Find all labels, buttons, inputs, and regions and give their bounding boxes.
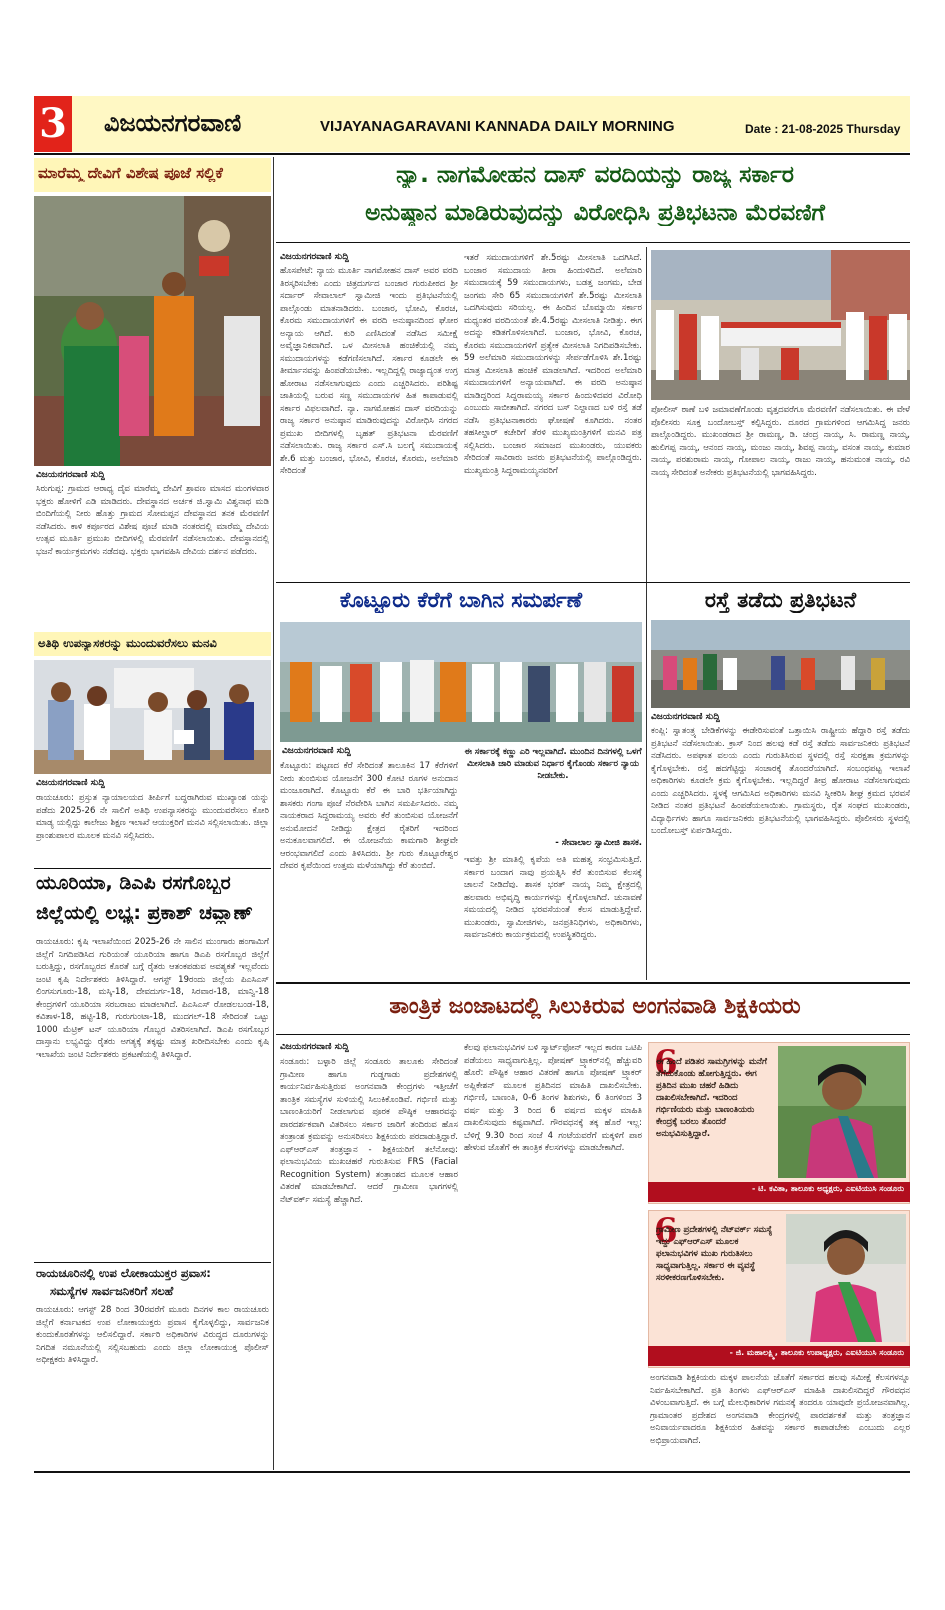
story4-headline-line2: ಸಮಸ್ಯೆಗಳ ಸಾರ್ವಜನಿಕರಿಗೆ ಸಲಹೆ — [50, 1284, 174, 1298]
story3-body: ರಾಯಚೂರು: ಕೃಷಿ ಇಲಾಖೆಯಿಂದ 2025-26 ನೇ ಸಾಲಿನ ಮುಂಗಾರು ಹಂಗಾಮಿಗೆ ಜಿಲ್ಲೆಗೆ ನಿಗದಿಪಡಿಸಿದ ಗುರಿಯಂತೆ ಯೂರಿಯಾ ಹಾಗೂ ಡಿಎಪಿ ರಸಗೊಬ್ಬರ ಜಿಲ್ಲೆಗೆ ಬರುತ್ತಿದ್ದು, ರಸಗೊಬ್ಬರದ ಕೊರತೆ ಬಗ್ಗೆ ರೈತರು ಆತಂಕಪಡುವ ಅವಶ್ಯಕತೆ ಇಲ್ಲವೆಂದು ಜಂಟಿ ಕೃಷಿ ನಿರ್ದೇಶಕರು ತಿಳಿಸಿದ್ದಾರೆ. ಆಗಸ್ಟ್ 19ರಂದು ಜಿಲ್ಲೆಯ ಪಿಎಸಿಎಸ್ ಲಿಂಗಸುಗೂರು-18, ಮಸ್ಕಿ-18, ದೇವದುರ್ಗ-18, ಸಿರವಾರ-18, ಮಾನ್ವಿ-18 ಕೇಂದ್ರಗಳಿಗೆ ಯೂರಿಯಾ ಸರಬರಾಜು ಮಾಡಲಾಗಿದೆ. ಪಿಎಸಿಎಸ್ ರೋಡಲಬಂಡ-18, ಕವಿತಾಳ-18, ಹಟ್ಟಿ-18, ಗುರುಗುಂಟಾ-18, ಮುದಗಲ್-18 ಸೇರಿದಂತೆ ಒಟ್ಟು 1000 ಮೆಟ್ರಿಕ್ ಟನ್ ಯೂರಿಯಾ ಗೊಬ್ಬರ ವಿತರಿಸಲಾಗಿದೆ. ಡಿಎಪಿ ರಸಗೊಬ್ಬರ ದಾಸ್ತಾನು ಲಭ್ಯವಿದ್ದು ರೈತರು ಅಗತ್ಯಕ್ಕೆ ತಕ್ಕಷ್ಟು ಮಾತ್ರ ಖರೀದಿಸಬೇಕು ಎಂದು ಕೃಷಿ ಇಲಾಖೆಯ ಜಂಟಿ ನಿರ್ದೇಶಕರು ಪ್ರಕಟಣೆಯಲ್ಲಿ ತಿಳಿಸಿದ್ದಾರೆ. — [36, 937, 269, 1060]
kere-body-col2: ಇವತ್ತು ಶ್ರೀ ಮಾತಿಲ್ಲಿ ಕೃಪೆಯ ಅತಿ ಮಹತ್ವ ಸಂಭ್ರಮಿಸುತ್ತಿದೆ. ಸರ್ಕಾರ ಬಂದಾಗ ನಾವು ಪ್ರಯತ್ನಿಸಿ ಕೆರೆ ತುಂಬಿಸುವ ಕೆಲಸಕ್ಕೆ ಚಾಲನೆ ನೀಡಿದೆವು. ಶಾಸಕ ಭರತ್ ನಾಯ್ಕ ನಿಮ್ಮ ಕ್ಷೇತ್ರದಲ್ಲಿ ಹಲವಾರು ಅಭಿವೃದ್ಧಿ ಕಾರ್ಯಗಳನ್ನು ಕೈಗೊಳ್ಳಲಾಗಿದೆ. ಚುನಾವಣೆ ಸಮಯದಲ್ಲಿ ನೀಡಿದ ಭರವಸೆಯಂತೆ ಕೆಲಸ ಮಾಡುತ್ತಿದ್ದೇವೆ. ಮುಖಂಡರು, ಸ್ವಾಮೀಜಿಗಳು, ಜನಪ್ರತಿನಿಧಿಗಳು, ಅಧಿಕಾರಿಗಳು, ಸಾರ್ವಜನಿಕರು ಕಾರ್ಯಕ್ರಮದಲ್ಲಿ ಉಪಸ್ಥಿತರಿದ್ದರು. — [464, 855, 642, 940]
column-divider — [273, 157, 274, 1470]
story1-headline: ಮಾರೆಮ್ಮ ದೇವಿಗೆ ವಿಶೇಷ ಪೂಜೆ ಸಲ್ಲಿಕೆ — [38, 164, 223, 182]
main-byline: ವಿಜಯನಗರವಾಣಿ ಸುದ್ದಿ — [280, 252, 349, 262]
kere-byline: ವಿಜಯನಗರವಾಣಿ ಸುದ್ದಿ — [282, 746, 351, 756]
quote-1-text: ಈ ಹಿಂದೆ ಪಡಿತರ ಸಾಮಗ್ರಿಗಳನ್ನು ಮನೆಗೆ ತೆಗೆದುಕೊಂಡು ಹೋಗುತ್ತಿದ್ದರು. ಈಗ ಪ್ರತಿದಿನ ಮುಖ ಚಹರೆ ಹಿಡಿದು ದಾಖಲಿಸಬೇಕಾಗಿದೆ. ಇದರಿಂದ ಗರ್ಭಿಣಿಯರು ಮತ್ತು ಬಾಣಂತಿಯರು ಕೇಂದ್ರಕ್ಕೆ ಬರಲು ತೊಂದರೆ ಅನುಭವಿಸುತ್ತಿದ್ದಾರೆ. — [656, 1057, 767, 1139]
kere-body-col1: ಕೊಟ್ಟೂರು: ಪಟ್ಟಣದ ಕೆರೆ ಸೇರಿದಂತೆ ತಾಲೂಕಿನ 17 ಕೆರೆಗಳಿಗೆ ನೀರು ತುಂಬಿಸುವ ಯೋಜನೆಗೆ 300 ಕೋಟಿ ರೂಗಳ ಅನುದಾನ ಮಂಜೂರಾಗಿದೆ. ಕೊಟ್ಟೂರು ಕೆರೆ ಈ ಬಾರಿ ಭರ್ತಿಯಾಗಿದ್ದು ಶಾಸಕರು ಗಂಗಾ ಪೂಜೆ ನೆರವೇರಿಸಿ ಬಾಗಿನ ಸಮರ್ಪಿಸಿದರು. ನಮ್ಮ ನಾಯಕರಾದ ಸಿದ್ದರಾಮಯ್ಯ ಅವರು ಕೆರೆ ತುಂಬಿಸುವ ಯೋಜನೆಗೆ ಅನುಮೋದನೆ ನೀಡಿದ್ದು ಕ್ಷೇತ್ರದ ರೈತರಿಗೆ ಇದರಿಂದ ಅನುಕೂಲವಾಗಲಿದೆ. ಈ ಯೋಜನೆಯ ಕಾಮಗಾರಿ ಶೀಘ್ರವೇ ಆರಂಭವಾಗಲಿದೆ ಎಂದು ತಿಳಿಸಿದರು. ಶ್ರೀ ಗುರು ಕೊಟ್ಟೂರೇಶ್ವರ ದೇವರ ಕೃಪೆಯಿಂದ ಉತ್ತಮ ಮಳೆಯಾಗಿದ್ದು ಕೆರೆ ತುಂಬಿದೆ. — [280, 761, 458, 871]
quote-1-name: - ಟಿ. ಕವಿತಾ, ತಾಲೂಕು ಅಧ್ಯಕ್ಷರು, ಎಐಟಿಯುಸಿ ಸಂಡೂರು — [648, 1182, 910, 1202]
story-rule — [34, 1262, 271, 1263]
quote-mark-icon: 6 — [654, 1043, 678, 1083]
page-number: 3 — [34, 96, 72, 152]
story4-body: ರಾಯಚೂರು: ಆಗಸ್ಟ್ 28 ರಿಂದ 30ರವರೆಗೆ ಮೂರು ದಿನಗಳ ಕಾಲ ರಾಯಚೂರು ಜಿಲ್ಲೆಗೆ ಕರ್ನಾಟಕದ ಉಪ ಲೋಕಾಯುಕ್ತರು ಪ್ರವಾಸ ಕೈಗೊಳ್ಳಲಿದ್ದು, ಸಾರ್ವಜನಿಕ ಕುಂದುಕೊರತೆಗಳನ್ನು ಆಲಿಸಲಿದ್ದಾರೆ. ಸರ್ಕಾರಿ ಅಧಿಕಾರಿಗಳ ವಿರುದ್ಧದ ದೂರುಗಳನ್ನು ನಿಗದಿತ ನಮೂನೆಯಲ್ಲಿ ಸಲ್ಲಿಸಬಹುದು ಎಂದು ಜಿಲ್ಲಾ ಲೋಕಾಯುಕ್ತ ಪೊಲೀಸ್ ಅಧೀಕ್ಷಕರು ತಿಳಿಸಿದ್ದಾರೆ. — [36, 1305, 269, 1365]
issue-date: Date : 21-08-2025 Thursday — [745, 122, 901, 136]
anganwadi-byline: ವಿಜಯನಗರವಾಣಿ ಸುದ್ದಿ — [280, 1042, 349, 1052]
quote-2-text: ಗ್ರಾಮೀಣ ಪ್ರದೇಶಗಳಲ್ಲಿ ನೆಟ್‌ವರ್ಕ್ ಸಮಸ್ಯೆ ಇದ್ದು ಎಫ್‌ಆರ್‌ಎಸ್ ಮೂಲಕ ಫಲಾನುಭವಿಗಳ ಮುಖ ಗುರುತಿಸಲು ಸಾಧ್ಯವಾಗುತ್ತಿಲ್ಲ. ಸರ್ಕಾರ ಈ ವ್ಯವಸ್ಥೆ ಸರಳೀಕರಣಗೊಳಿಸಬೇಕು. — [656, 1225, 773, 1283]
main-headline-line2: ಅನುಷ್ಠಾನ ಮಾಡಿರುವುದನ್ನು ವಿರೋಧಿಸಿ ಪ್ರತಿಭಟನಾ ಮೆರವಣಿಗೆ — [365, 200, 825, 226]
anganwadi-headline: ತಾಂತ್ರಿಕ ಜಂಜಾಟದಲ್ಲಿ ಸಿಲುಕಿರುವ ಅಂಗನವಾಡಿ ಶಿಕ್ಷಕಿಯರು — [389, 994, 801, 1019]
story2-body: ರಾಯಚೂರು: ಪ್ರಸ್ತುತ ನ್ಯಾಯಾಲಯದ ತೀರ್ಪಿಗೆ ಬದ್ಧರಾಗಿರುವ ಮುಖ್ಯಾಂಶ ಯನ್ನು ಪಡೆದು 2025-26 ನೇ ಸಾಲಿಗೆ ಅತಿಥಿ ಉಪನ್ಯಾಸಕರನ್ನು ಮುಂದುವರೆಸಲು ಕೋರಿ ಮಾಡ್ಯ ಯಲ್ಲಿದ್ದು ಕಾಲೇಜು ಶಿಕ್ಷಣ ಇಲಾಖೆ ಆಯುಕ್ತರಿಗೆ ಮನವಿ ಸಲ್ಲಿಸಲಾಯಿತು. ಜಿಲ್ಲಾ ಪ್ರಾಂಶುಪಾಲರ ಮೂಲಕ ಮನವಿ ಸಲ್ಲಿಸಿದರು. — [36, 793, 269, 841]
temple-procession-photo — [34, 196, 271, 466]
main-body-col3: ಪೋಲೀಸ್ ಠಾಣೆ ಬಳಿ ಜಮಾವಣೆಗೊಂಡು ವೃತ್ತದವರೆಗೂ ಮೆರವಣಿಗೆ ನಡೆಸಲಾಯಿತು. ಈ ವೇಳೆ ಪೊಲೀಸರು ಸೂಕ್ತ ಬಂದೋಬಸ್ತ್ ಕಲ್ಪಿಸಿದ್ದರು. ದೂರದ ಗ್ರಾಮಗಳಿಂದ ಆಗಮಿಸಿದ್ದ ಜನರು ಪಾಲ್ಗೊಂಡಿದ್ದರು. ಮುಖಂಡರಾದ ಶ್ರೀ ರಾಮಣ್ಣ, ಡಿ. ಚಂದ್ರ ನಾಯ್ಕ, ಸಿ. ರಾಮಣ್ಣ ನಾಯ್ಕ, ಹುಲಿಗಪ್ಪ ನಾಯ್ಕ, ಆನಂದ ನಾಯ್ಕ, ಮಂಜು ನಾಯ್ಕ, ಶಿವಪ್ಪ ನಾಯ್ಕ, ವಸಂತ ನಾಯ್ಕ, ಕುಮಾರ ನಾಯ್ಕ, ಪರಶುರಾಮ ನಾಯ್ಕ, ಗೋಪಾಲ ನಾಯ್ಕ, ರಾಜು ನಾಯ್ಕ, ಹನುಮಂತ ನಾಯ್ಕ, ರವಿ ನಾಯ್ಕ ಸೇರಿದಂತೆ ಅನೇಕರು ಪ್ರತಿಭಟನೆಯಲ್ಲಿ ಭಾಗವಹಿಸಿದ್ದರು. — [651, 405, 910, 478]
kere-headline: ಕೊಟ್ಟೂರು ಕೆರೆಗೆ ಬಾಗಿನ ಸಮರ್ಪಣೆ — [339, 588, 583, 612]
story-rule — [34, 868, 271, 869]
portrait-mahalakshmi — [786, 1214, 906, 1342]
masthead-rule — [34, 153, 910, 155]
quote-mark-icon: 6 — [654, 1211, 678, 1251]
story4-headline-line1: ರಾಯಚೂರಿನಲ್ಲಿ ಉಪ ಲೋಕಾಯುಕ್ತರ ಪ್ರವಾಸ: — [36, 1266, 211, 1280]
anganwadi-body-col3: ಅಂಗನವಾಡಿ ಶಿಕ್ಷಕಿಯರು ಮಕ್ಕಳ ಪಾಲನೆಯ ಜೊತೆಗೆ ಸರ್ಕಾರದ ಹಲವು ಸಮೀಕ್ಷೆ ಕೆಲಸಗಳನ್ನೂ ನಿರ್ವಹಿಸಬೇಕಾಗಿದೆ. ಪ್ರತಿ ತಿಂಗಳು ಎಫ್‌ಆರ್‌ಎಸ್ ಮಾಹಿತಿ ದಾಖಲಿಸದಿದ್ದರೆ ಗೌರವಧನ ವಿಳಂಬವಾಗುತ್ತಿದೆ. ಈ ಬಗ್ಗೆ ಮೇಲಧಿಕಾರಿಗಳ ಗಮನಕ್ಕೆ ತಂದರೂ ಯಾವುದೇ ಪ್ರಯೋಜನವಾಗಿಲ್ಲ. ಗ್ರಾಮಾಂತರ ಪ್ರದೇಶದ ಅಂಗನವಾಡಿ ಕೇಂದ್ರಗಳಲ್ಲಿ ಪಾರದರ್ಶಕತೆ ಮತ್ತು ತಂತ್ರಜ್ಞಾನ ಅನಿವಾರ್ಯವಾದರೂ ಶಿಕ್ಷಕಿಯರ ಹಿತವನ್ನು ಸರ್ಕಾರ ಕಾಪಾಡಬೇಕು ಎಂಬುದು ಎಲ್ಲರ ಅಭಿಪ್ರಾಯವಾಗಿದೆ. — [650, 1373, 910, 1446]
road-blockade-photo — [651, 620, 910, 708]
quote-2-name: - ಜಿ. ಮಹಾಲಕ್ಷ್ಮಿ, ತಾಲೂಕು ಉಪಾಧ್ಯಕ್ಷರು, ಎಐಟಿಯುಸಿ ಸಂಡೂರು — [648, 1346, 910, 1366]
story1-body: ಸಿರುಗುಪ್ಪ: ಗ್ರಾಮದ ಆರಾಧ್ಯ ದೈವ ಮಾರೆಮ್ಮ ದೇವಿಗೆ ಶ್ರಾವಣ ಮಾಸದ ಮಂಗಳವಾರ ಭಕ್ತರು ಹೋಳಿಗೆ ಎಡಿ ಮಾಡಿದರು. ದೇವಸ್ಥಾನದ ಅರ್ಚಕ ಜಿ.ಸ್ವಾಮಿ ವಿಶ್ವನಾಥ ಮಡಿ ಬಿಂದಿಗೆಯಲ್ಲಿ ನೀರು ಹೊತ್ತು ಗ್ರಾಮದ ಸೋಮಪ್ಪನ ದೇವಸ್ಥಾನದ ತನಕ ಮೆರವಣಿಗೆ ನಡೆಸಿದರು. ಕಾಳಿ ಕರ್ಪೂರದ ವಿಶೇಷ ಪೂಜೆ ಮಾಡಿ ನಂತರದಲ್ಲಿ ಮಾರೆಮ್ಮ ದೇವಿಯ ಉತ್ಸವ ಮೂರ್ತಿ ಪ್ರಮುಖ ಬೀದಿಗಳಲ್ಲಿ ಮೆರವಣಿಗೆ ನಡೆಸಲಾಯಿತು. ದೇವಸ್ಥಾನದಲ್ಲಿ ಭಜನೆ ಕಾರ್ಯಕ್ರಮಗಳು ನಡೆದವು. ಭಕ್ತರು ಭಾಗವಹಿಸಿ ದೇವಿಯ ದರ್ಶನ ಪಡೆದರು. — [36, 484, 269, 557]
main-headline-line1: ನ್ಯಾ. ನಾಗಮೋಹನ ದಾಸ್ ವರದಿಯನ್ನು ರಾಜ್ಯ ಸರ್ಕಾರ — [396, 162, 794, 188]
paper-subtitle: VIJAYANAGARAVANI KANNADA DAILY MORNING — [320, 118, 675, 135]
story2-byline: ವಿಜಯನಗರವಾಣಿ ಸುದ್ದಿ — [36, 778, 105, 788]
story3-headline-line1: ಯೂರಿಯಾ, ಡಿಎಪಿ ರಸಗೊಬ್ಬರ — [36, 872, 231, 894]
memorandum-photo — [34, 660, 271, 774]
kere-quote-attribution: - ಸೇವಾಲಾಲ ಸ್ವಾಮೀಜಿ ಶಾಸಕ. — [555, 838, 642, 848]
anganwadi-body-col2: ಕೆಲವು ಫಲಾನುಭವಿಗಳ ಬಳಿ ಸ್ಮಾರ್ಟ್‌ಫೋನ್ ಇಲ್ಲದ ಕಾರಣ ಒಟಿಪಿ ಪಡೆಯಲು ಸಾಧ್ಯವಾಗುತ್ತಿಲ್ಲ. ಪೋಷಣ್ ಟ್ರ್ಯಾಕರ್‌ನಲ್ಲಿ ಹೆಚ್ಚುವರಿ ಹೊರೆ: ಪೌಷ್ಟಿಕ ಆಹಾರ ವಿತರಣೆ ಹಾಗೂ ಪೋಷಣ್ ಟ್ರ್ಯಾಕರ್ ಅಪ್ಲಿಕೇಶನ್ ಮೂಲಕ ಪ್ರತಿದಿನದ ಮಾಹಿತಿ ದಾಖಲಿಸಬೇಕು. ಗರ್ಭಿಣಿ, ಬಾಣಂತಿ, 0-6 ತಿಂಗಳ ಶಿಶುಗಳು, 6 ತಿಂಗಳಿಂದ 3 ವರ್ಷ ಮತ್ತು 3 ರಿಂದ 6 ವರ್ಷದ ಮಕ್ಕಳ ಮಾಹಿತಿ ದಾಖಲಿಸುವುದು ಕಷ್ಟವಾಗಿದೆ. ಗೌರವಧನಕ್ಕೆ ತಕ್ಕ ಹೊರೆ ಇಲ್ಲ: ಬೆಳಿಗ್ಗೆ 9.30 ರಿಂದ ಸಂಜೆ 4 ಗಂಟೆಯವರೆಗೆ ಮಕ್ಕಳಿಗೆ ಪಾಠ ಹೇಳುವ ಜೊತೆಗೆ ಈ ತಾಂತ್ರಿಕ ಕೆಲಸಗಳನ್ನು ಮಾಡಬೇಕಾಗಿದೆ. — [464, 1043, 642, 1153]
story1-byline: ವಿಜಯನಗರವಾಣಿ ಸುದ್ದಿ — [36, 470, 105, 480]
kere-pull-quote: ಈ ಸರ್ಕಾರಕ್ಕೆ ಕಣ್ಣು ಎರಿ ಇಲ್ಲವಾಗಿದೆ. ಮುಂದಿನ ದಿನಗಳಲ್ಲಿ ಒಳಗೆ ಮೀಸಲಾತಿ ಜಾರಿ ಮಾಡುವ ನಿರ್ಧಾರ ಕೈಗೊಂಡು ಸರ್ಕಾರ ನ್ಯಾಯ ನೀಡಬೇಕು. — [464, 747, 642, 781]
anganwadi-body-col1: ಸಂಡೂರು: ಬಳ್ಳಾರಿ ಜಿಲ್ಲೆ ಸಂಡೂರು ತಾಲೂಕು ಸೇರಿದಂತೆ ಗ್ರಾಮೀಣ ಹಾಗೂ ಗುಡ್ಡಗಾಡು ಪ್ರದೇಶಗಳಲ್ಲಿ ಕಾರ್ಯನಿರ್ವಹಿಸುತ್ತಿರುವ ಅಂಗನವಾಡಿ ಕೇಂದ್ರಗಳು ಇತ್ತೀಚೆಗೆ ತಾಂತ್ರಿಕ ಸಮಸ್ಯೆಗಳ ಸುಳಿಯಲ್ಲಿ ಸಿಲುಕಿಕೊಂಡಿವೆ. ಗರ್ಭಿಣಿ ಮತ್ತು ಬಾಣಂತಿಯರಿಗೆ ನೀಡಲಾಗುವ ಪೂರಕ ಪೌಷ್ಠಿಕ ಆಹಾರವನ್ನು ಪಾರದರ್ಶಕವಾಗಿ ವಿತರಿಸಲು ಸರ್ಕಾರ ಜಾರಿಗೆ ತಂದಿರುವ ಹೊಸ ತಂತ್ರಾಂಶ ಕ್ರಮವನ್ನು ಅನುಸರಿಸಲು ಶಿಕ್ಷಕಿಯರು ಪರದಾಡುತ್ತಿದ್ದಾರೆ. ಎಫ್‌ಆರ್‌ಎಸ್ ತಂತ್ರಜ್ಞಾನ - ಶಿಕ್ಷಕಿಯರಿಗೆ ತಲೆನೋವು: ಫಲಾನುಭವಿಯ ಮುಖಚಹರೆ ಗುರುತಿಸುವ FRS (Facial Recognition System) ತಂತ್ರಾಂಶದ ಮೂಲಕ ಆಹಾರ ವಿತರಣೆ ಮಾಡಬೇಕಾಗಿದೆ. ಆದರೆ ಗ್ರಾಮೀಣ ಭಾಗಗಳಲ್ಲಿ ನೆಟ್‌ವರ್ಕ್ ಸಮಸ್ಯೆ ಹೆಚ್ಚಾಗಿದೆ. — [280, 1057, 458, 1205]
raste-body: ಕಂಪ್ಲಿ: ಸ್ವಾತಂತ್ರ್ಯ ಬೇಡಿಕೆಗಳನ್ನು ಈಡೇರಿಸುವಂತೆ ಒತ್ತಾಯಿಸಿ ರಾಷ್ಟ್ರೀಯ ಹೆದ್ದಾರಿ ರಸ್ತೆ ತಡೆದು ಪ್ರತಿಭಟನೆ ನಡೆಸಲಾಯಿತು. ಕ್ರಾಸ್ ನಿಂದ ಹಲವು ಕಡೆ ರಸ್ತೆ ತಡೆದು ಸಾರ್ವಜನಿಕರು ಪ್ರತಿಭಟನೆ ನಡೆಸಿದರು. ಅಪಘಾತ ವಲಯ ಎಂದು ಗುರುತಿಸಿರುವ ಸ್ಥಳದಲ್ಲಿ ರಸ್ತೆ ಸುರಕ್ಷತಾ ಕ್ರಮಗಳನ್ನು ಕೈಗೊಳ್ಳಬೇಕು. ರಸ್ತೆ ಹದಗೆಟ್ಟಿದ್ದು ಸಂಚಾರಕ್ಕೆ ತೊಂದರೆಯಾಗಿದೆ. ಸಂಬಂಧಪಟ್ಟ ಇಲಾಖೆ ಅಧಿಕಾರಿಗಳು ಕೂಡಲೇ ಕ್ರಮ ಕೈಗೊಳ್ಳಬೇಕು. ಇಲ್ಲದಿದ್ದರೆ ತೀವ್ರ ಹೋರಾಟ ನಡೆಸಲಾಗುವುದು ಎಂದು ಎಚ್ಚರಿಸಿದರು. ಸ್ಥಳಕ್ಕೆ ಆಗಮಿಸಿದ ಅಧಿಕಾರಿಗಳು ಮನವಿ ಸ್ವೀಕರಿಸಿ ಶೀಘ್ರ ಕ್ರಮದ ಭರವಸೆ ನೀಡಿದ ನಂತರ ಪ್ರತಿಭಟನೆ ಹಿಂಪಡೆಯಲಾಯಿತು. ಗ್ರಾಮಸ್ಥರು, ರೈತ ಸಂಘದ ಮುಖಂಡರು, ವಿದ್ಯಾರ್ಥಿಗಳು ಹಾಗೂ ಸಾರ್ವಜನಿಕರು ಪ್ರತಿಭಟನೆಯಲ್ಲಿ ಭಾಗವಹಿಸಿದ್ದರು. ಪೊಲೀಸರು ಸ್ಥಳದಲ್ಲಿ ಬಂದೋಬಸ್ತ್ ಏರ್ಪಡಿಸಿದ್ದರು. — [651, 726, 910, 836]
raste-byline: ವಿಜಯನಗರವಾಣಿ ಸುದ್ದಿ — [651, 712, 720, 722]
column-divider — [646, 247, 647, 980]
story-rule — [276, 582, 910, 583]
story2-headline: ಅತಿಥಿ ಉಪನ್ಯಾಸಕರನ್ನು ಮುಂದುವರೆಸಲು ಮನವಿ — [38, 636, 217, 650]
raste-headline: ರಸ್ತೆ ತಡೆದು ಪ್ರತಿಭಟನೆ — [704, 588, 857, 612]
story-rule — [276, 1034, 910, 1035]
footer-rule — [34, 1471, 910, 1473]
paper-name: ವಿಜಯನಗರವಾಣಿ — [104, 108, 242, 137]
story-rule — [276, 242, 910, 243]
story3-headline-line2: ಜಿಲ್ಲೆಯಲ್ಲಿ ಲಭ್ಯ: ಪ್ರಕಾಶ್ ಚವ್ಹಾಣ್ — [36, 902, 253, 924]
main-body-col1: ಹೊಸಪೇಟೆ: ನ್ಯಾಯ ಮೂರ್ತಿ ನಾಗಮೋಹನ ದಾಸ್ ಅವರ ವರದಿ ತಿರಸ್ಕರಿಸಬೇಕು ಎಂದು ಚಿತ್ರದುರ್ಗದ ಬಂಜಾರ ಗುರುಪೀಠದ ಶ್ರೀ ಸರ್ದಾರ್ ಸೇವಾಲಾಲ್ ಸ್ವಾಮೀಜಿ ಇಂದು ಪ್ರತಿಭಟನೆಯಲ್ಲಿ ಪಾಲ್ಗೊಂಡು ಮಾತನಾಡಿದರು. ಬಂಜಾರ, ಭೋವಿ, ಕೊರಚ, ಕೊರಮ ಸಮುದಾಯಗಳಿಗೆ ಈ ವರದಿ ಅನುಷ್ಠಾನದಿಂದ ಘೋರ ಅನ್ಯಾಯ ಆಗಿದೆ. ಕುರಿ ಎಣಿಸಿದಂತೆ ನಡೆಸಿದ ಸಮೀಕ್ಷೆ ಅವೈಜ್ಞಾನಿಕವಾಗಿದೆ. ಒಳ ಮೀಸಲಾತಿ ಹಂಚಿಕೆಯಲ್ಲಿ ನಮ್ಮ ಸಮುದಾಯಗಳನ್ನು ಕಡೆಗಣಿಸಲಾಗಿದೆ. ಸರ್ಕಾರ ಕೂಡಲೇ ಈ ತೀರ್ಮಾನವನ್ನು ಹಿಂಪಡೆಯಬೇಕು. ಇಲ್ಲದಿದ್ದಲ್ಲಿ ರಾಜ್ಯಾದ್ಯಂತ ಉಗ್ರ ಹೋರಾಟ ನಡೆಸಲಾಗುವುದು ಎಂದು ಎಚ್ಚರಿಸಿದರು. ಪರಿಶಿಷ್ಟ ಜಾತಿಯಲ್ಲಿ ಬರುವ ಸಣ್ಣ ಸಮುದಾಯಗಳ ಹಿತ ಕಾಪಾಡುವಲ್ಲಿ ಸರ್ಕಾರ ವಿಫಲವಾಗಿದೆ. ನ್ಯಾ. ನಾಗಮೋಹನ ದಾಸ್ ವರದಿಯನ್ನು ರಾಜ್ಯ ಸರ್ಕಾರ ಅನುಷ್ಠಾನ ಮಾಡಿರುವುದನ್ನು ವಿರೋಧಿಸಿ ನಗರದ ಪ್ರಮುಖ ಬೀದಿಗಳಲ್ಲಿ ಬೃಹತ್ ಪ್ರತಿಭಟನಾ ಮೆರವಣಿಗೆ ನಡೆಸಲಾಯಿತು. ರಾಜ್ಯ ಸರ್ಕಾರ ಎಸ್.ಸಿ ಬಲಗೈ ಸಮುದಾಯಕ್ಕೆ ಶೇ.6 ಮತ್ತು ಬಂಜಾರ, ಭೋವಿ, ಕೊರಚ, ಕೊರಮ, ಅಲೆಮಾರಿ ಸೇರಿದಂತೆ — [280, 266, 458, 476]
portrait-kavita — [778, 1046, 906, 1178]
story-rule — [276, 982, 910, 984]
lake-offering-photo — [280, 622, 642, 742]
main-body-col2: ಇತರೆ ಸಮುದಾಯಗಳಿಗೆ ಶೇ.5ರಷ್ಟು ಮೀಸಲಾತಿ ಒದಗಿಸಿದೆ. ಬಂಜಾರ ಸಮುದಾಯ ತೀರಾ ಹಿಂದುಳಿದಿದೆ. ಅಲೆಮಾರಿ ಸಮುದಾಯಕ್ಕೆ 59 ಸಮುದಾಯಗಳು, ಬಡತ್ತ ಜಂಗಮ, ಬೇಡ ಜಂಗಮ ಸೇರಿ 65 ಸಮುದಾಯಗಳಿಗೆ ಶೇ.5ರಷ್ಟು ಮೀಸಲಾತಿ ಒದಗಿಸುವುದು ಸರಿಯಲ್ಲ. ಈ ಹಿಂದಿನ ಬೊಮ್ಮಾಯಿ ಸರ್ಕಾರ ಮಧ್ಯಂತರ ವರದಿಯಂತೆ ಶೇ.4.5ರಷ್ಟು ಮೀಸಲಾತಿ ನೀಡಿತ್ತು. ಈಗ ಅದನ್ನು ಕಡಿತಗೊಳಿಸಲಾಗಿದೆ. ಬಂಜಾರ, ಭೋವಿ, ಕೊರಚ, ಕೊರಮ ಸಮುದಾಯಗಳಿಗೆ ಪ್ರತ್ಯೇಕ ಮೀಸಲಾತಿ ನಿಗದಿಪಡಿಸಬೇಕು. 59 ಅಲೆಮಾರಿ ಸಮುದಾಯಗಳನ್ನು ಸೇರ್ಪಡೆಗೊಳಿಸಿ ಶೇ.1ರಷ್ಟು ಮಾತ್ರ ಮೀಸಲಾತಿ ಹಂಚಿಕೆ ಮಾಡಲಾಗಿದೆ. ಇದರಿಂದ ಅಲೆಮಾರಿ ಸಮುದಾಯಗಳಿಗೆ ಅನ್ಯಾಯವಾಗಿದೆ. ಈ ವರದಿ ಅನುಷ್ಠಾನ ಮಾಡಿದ್ದರಿಂದ ಸಿದ್ದರಾಮಯ್ಯ ಸರ್ಕಾರ ಹಿಂದುಳಿದವರ ವಿರೋಧಿ ಎಂಬುದು ಸಾಬೀತಾಗಿದೆ. ನಗರದ ಬಸ್ ನಿಲ್ದಾಣದ ಬಳಿ ರಸ್ತೆ ತಡೆ ನಡೆಸಿ ಪ್ರತಿಭಟನಾಕಾರರು ಘೋಷಣೆ ಕೂಗಿದರು. ನಂತರ ತಹಸೀಲ್ದಾರ್ ಕಚೇರಿಗೆ ತೆರಳಿ ಮುಖ್ಯಮಂತ್ರಿಗಳಿಗೆ ಮನವಿ ಪತ್ರ ಸಲ್ಲಿಸಿದರು. ಬಂಜಾರ ಸಮಾಜದ ಮುಖಂಡರು, ಯುವಕರು ಸೇರಿದಂತೆ ಸಾವಿರಾರು ಜನರು ಪ್ರತಿಭಟನೆಯಲ್ಲಿ ಪಾಲ್ಗೊಂಡಿದ್ದರು. ಮುಖ್ಯಮಂತ್ರಿ ಸಿದ್ದರಾಮಯ್ಯನವರಿಗೆ — [464, 253, 642, 476]
protest-march-photo — [651, 250, 910, 400]
